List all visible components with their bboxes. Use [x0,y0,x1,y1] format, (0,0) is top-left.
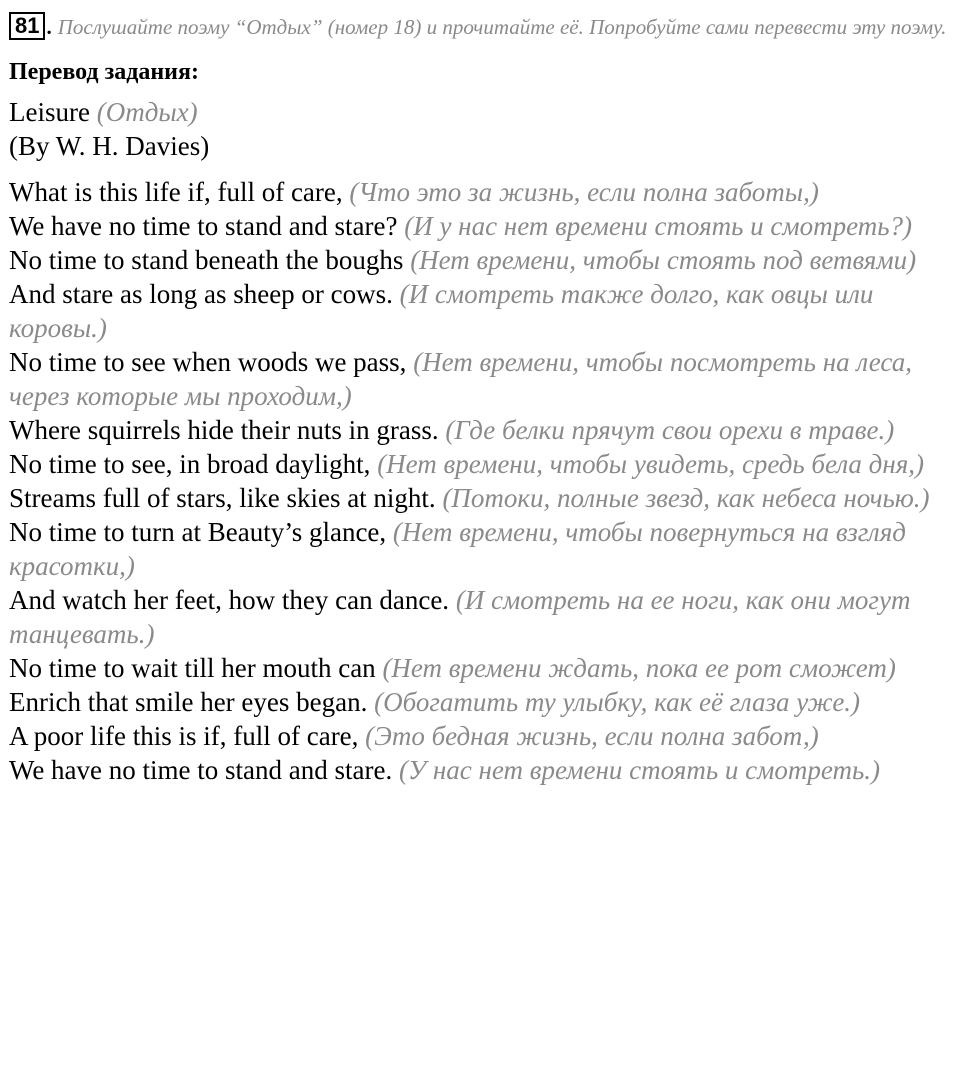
poem-line-translation: (Нет времени, чтобы стоять под ветвями) [410,245,917,275]
section-heading: Перевод задания: [9,59,199,85]
poem-line-translation: (Что это за жизнь, если полна заботы,) [349,177,819,207]
poem-line-english: A poor life this is if, full of care, [9,721,359,751]
poem-line-translation: (У нас нет времени стоять и смотреть.) [398,755,880,785]
poem-line-english: Where squirrels hide their nuts in grass. [9,415,439,445]
poem-line-translation: (Обогатить ту улыбку, как её глаза уже.) [374,687,861,717]
poem-line-english: We have no time to stand and stare. [9,755,393,785]
task-text: Послушайте поэму “Отдых” (номер 18) и прочитайте её. Попробуйте сами перевести эту поэму. [57,15,947,39]
poem-line [9,481,955,515]
poem-line-english: We have no time to stand and stare? [9,211,398,241]
page [9,12,955,787]
poem-line-translation: (Нет времени, чтобы повернуться на взгляд красотки,) [9,517,906,581]
poem-line-english: And stare as long as sheep or cows. [9,279,393,309]
poem-line-english: And watch her feet, how they can dance. [9,585,450,615]
poem-line-english: No time to see when woods we pass, [9,347,407,377]
poem-line-translation: (Нет времени, чтобы посмотреть на леса, через которые мы проходим,) [9,347,912,411]
poem-line [9,413,955,447]
poem-title-block [9,95,955,163]
poem-line [9,209,955,243]
poem-line [9,515,955,583]
task-number-dot: . [46,15,52,39]
poem-line-english: Streams full of stars, like skies at night. [9,483,436,513]
poem-title: Leisure [9,97,90,127]
poem-body [9,175,955,787]
poem-line-translation: (Это бедная жизнь, если полна забот,) [365,721,819,751]
task-number-badge: 81 [9,12,45,40]
poem-line [9,583,955,651]
poem-line [9,685,955,719]
poem-line [9,719,955,753]
poem-line [9,345,955,413]
poem-line-translation: (Нет времени ждать, пока ее рот сможет) [382,653,896,683]
poem-line-english: No time to turn at Beauty’s glance, [9,517,387,547]
poem-line [9,651,955,685]
poem-line-english: Enrich that smile her eyes began. [9,687,368,717]
poem-line-english: What is this life if, full of care, [9,177,343,207]
poem-line-english: No time to wait till her mouth can [9,653,376,683]
task-statement [9,12,955,43]
poem-line-translation: (И смотреть также долго, как овцы или коровы.) [9,279,874,343]
poem-line-translation: (Потоки, полные звезд, как небеса ночью.) [442,483,930,513]
poem-line [9,447,955,481]
poem-title-translation: (Отдых) [96,97,198,127]
poem-title-line [9,95,955,129]
poem-line [9,243,955,277]
poem-line [9,175,955,209]
poem-line [9,753,955,787]
poem-author: (By W. H. Davies) [9,131,210,161]
poem-line [9,277,955,345]
poem-line-translation: (Где белки прячут свои орехи в траве.) [445,415,895,445]
poem-line-translation: (И смотреть на ее ноги, как они могут танцевать.) [9,585,911,649]
poem-line-english: No time to see, in broad daylight, [9,449,371,479]
poem-line-translation: (И у нас нет времени стоять и смотреть?) [404,211,913,241]
poem-line-english: No time to stand beneath the boughs [9,245,404,275]
poem-line-translation: (Нет времени, чтобы увидеть, средь бела дня,) [377,449,925,479]
